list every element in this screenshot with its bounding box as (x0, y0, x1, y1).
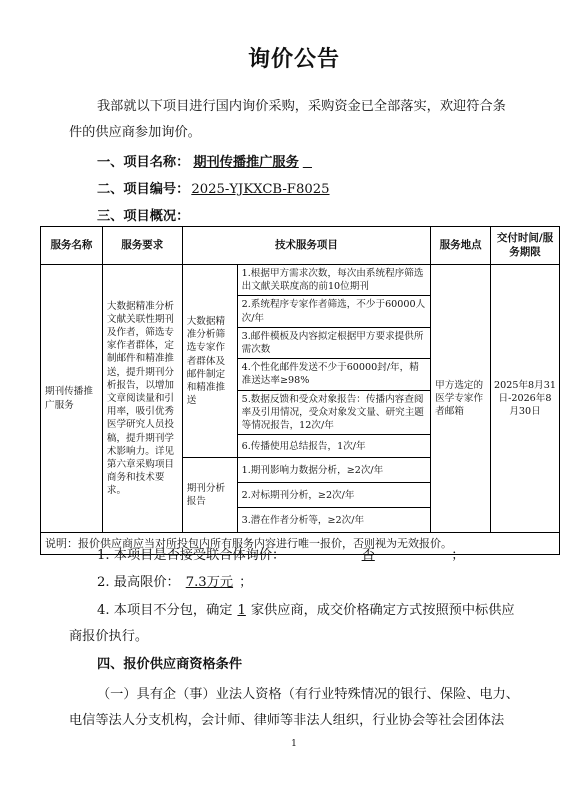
location-cell: 甲方选定的医学专家作者邮箱 (431, 265, 491, 533)
header-service-name: 服务名称 (41, 227, 103, 265)
project-name-row (97, 150, 312, 176)
header-service-req: 服务要求 (102, 227, 182, 265)
project-overview-table (40, 226, 560, 555)
package-line-1 (97, 598, 515, 624)
group2-item: 2.对标期刊分析，≥2次/年 (237, 483, 431, 508)
group1-item: 2.系统程序专家作者筛选，不少于60000人次/年 (237, 296, 431, 327)
table-header-row (41, 227, 560, 265)
group2-item: 3.潜在作者分析等，≥2次/年 (237, 508, 431, 533)
table-note: 说明：报价供应商应当对所投包内所有服务内容进行唯一报价，否则视为无效报价。 (41, 533, 560, 555)
group1-item: 3.邮件模板及内容拟定根据甲方要求提供所需次数 (237, 327, 431, 358)
section2-label: 二、项目编号： (97, 182, 190, 197)
project-name: 期刊传播推广服务 (193, 155, 299, 170)
package-count: 1 (237, 603, 246, 618)
intro-line-1: 我部就以下项目进行国内询价采购，采购资金已全部落实，欢迎符合条 (97, 99, 506, 114)
max-price-row: 2. 最高限价： 7.3万元 ； (97, 575, 253, 590)
max-price-label: 2. 最高限价： (97, 575, 180, 590)
qualification-line-1: （一）具有企（事）业法人资格（有行业特殊情况的银行、保险、电力、 (97, 687, 519, 702)
section1-label: 一、项目名称： (97, 155, 190, 170)
project-code: 2025-YJKXCB-F8025 (191, 182, 330, 197)
header-location: 服务地点 (431, 227, 491, 265)
delivery-cell: 2025年8月31日-2026年8月30日 (491, 265, 560, 533)
table-row (41, 265, 560, 296)
group1-item: 6.传播使用总结报告，1次/年 (237, 435, 431, 458)
package-text-b: 家供应商，成交价格确定方式按照预中标供应 (250, 603, 515, 618)
section4-label: 四、报价供应商资格条件 (97, 657, 243, 672)
consortium-label: 1. 本项目是否接受联合体询价： (97, 548, 286, 563)
intro-line-2: 件的供应商参加询价。 (69, 125, 201, 140)
group1-title: 大数据精准分析筛选专家作者群体及邮件制定和精准推送 (182, 265, 237, 458)
group1-item: 4.个性化邮件发送不少于60000封/年，精准送达率≥98% (237, 359, 431, 390)
consortium-value: 否 (361, 548, 375, 563)
page-title: 询价公告 (247, 46, 340, 72)
group1-item: 5.数据反馈和受众对象报告：传播内容查阅率及引用情况，受众对象发文量、研究主题等情况报告，12次/年 (237, 390, 431, 435)
consortium-row: 1. 本项目是否接受联合体询价： 否 ； (97, 543, 464, 569)
group2-item: 1.期刊影响力数据分析，≥2次/年 (237, 458, 431, 483)
group2-title: 期刊分析报告 (182, 458, 237, 533)
service-req-cell: 大数据精准分析文献关联性期刊及作者，筛选专家作者群体，定制邮件和精准推送，提升期刊分析报告，以增加文章阅读量和引用率，吸引优秀医学研究人员投稿，提升期刊学术影响力。详见第六章采购项目商务和技术要求。 (102, 265, 182, 533)
package-text-a: 4. 本项目不分包，确定 (97, 603, 233, 618)
qualification-line-2: 电信等法人分支机构，会计师、律师等非法人组织，行业协会等社会团体法 (69, 713, 505, 728)
page-number: 1 (291, 739, 297, 749)
max-price-value: 7.3万元 (185, 575, 234, 590)
section3-label: 三、项目概况： (97, 209, 190, 224)
package-line-2: 商报价执行。 (69, 629, 149, 644)
project-code-row (97, 177, 332, 203)
header-delivery: 交付时间/服务期限 (491, 227, 560, 265)
group1-item: 1.根据甲方需求次数，每次由系统程序筛选出文献关联度高的前10位期刊 (237, 265, 431, 296)
service-name-cell: 期刊传播推广服务 (41, 265, 103, 533)
header-tech-items: 技术服务项目 (182, 227, 430, 265)
